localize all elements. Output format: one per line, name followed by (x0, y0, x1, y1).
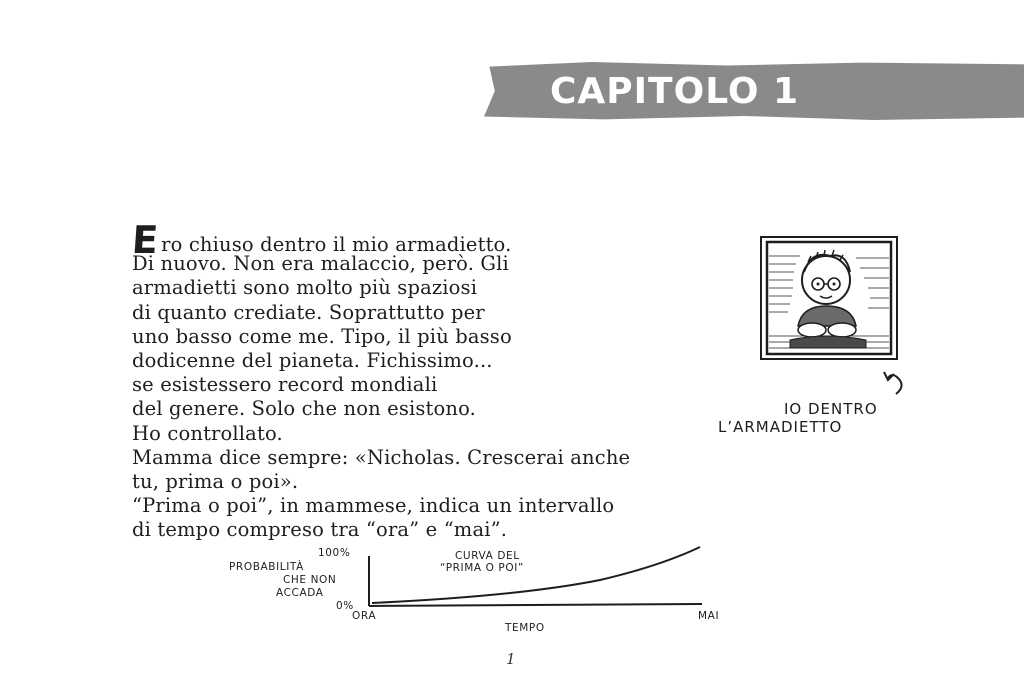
text-line: di quanto crediate. Soprattutto per (132, 300, 485, 324)
y-axis-top-label: 100% (318, 547, 351, 559)
x-axis-end-label: MAI (698, 610, 720, 622)
illustration-caption-line1: IO DENTRO (784, 400, 878, 418)
chapter-title: CAPITOLO 1 (550, 71, 800, 112)
text-line: Mamma dice sempre: «Nicholas. Crescerai anche (132, 445, 631, 469)
text-line: “Prima o poi”, in mammese, indica un intervallo (132, 494, 615, 518)
y-axis-bottom-label: 0% (336, 600, 354, 612)
illustration-caption-line2: L’ARMADIETTO (718, 418, 843, 436)
curve-label-line2: “PRIMA O POI” (440, 562, 524, 574)
x-axis (369, 604, 702, 606)
drop-cap: E (130, 218, 160, 262)
text-line: Di nuovo. Non era malaccio, però. Gli (132, 252, 509, 276)
text-line: se esistessero record mondiali (132, 373, 438, 397)
x-axis-label: TEMPO (505, 622, 545, 634)
text-line: dodicenne del pianeta. Fichissimo... (132, 348, 493, 372)
text-line: Ho controllato. (132, 421, 283, 445)
x-axis-start-label: ORA (352, 610, 377, 622)
text-line: di tempo compreso tra “ora” e “mai”. (132, 518, 508, 542)
y-axis-label-line2: CHE NON (283, 574, 337, 586)
curve-label-line1: CURVA DEL (455, 550, 520, 562)
text-line-content: ro chiuso dentro il mio armadietto. (161, 233, 512, 256)
y-axis-label-line1: PROBABILITÀ (229, 561, 304, 573)
y-axis-label-line3: ACCADA (276, 587, 324, 599)
prima-o-poi-curve (372, 547, 700, 603)
text-line: armadietti sono molto più spaziosi (132, 276, 478, 300)
text-line: tu, prima o poi». (132, 469, 299, 493)
page-number: 1 (506, 650, 516, 668)
text-line: uno basso come me. Tipo, il più basso (132, 324, 512, 348)
text-line: del genere. Solo che non esistono. (132, 397, 477, 421)
